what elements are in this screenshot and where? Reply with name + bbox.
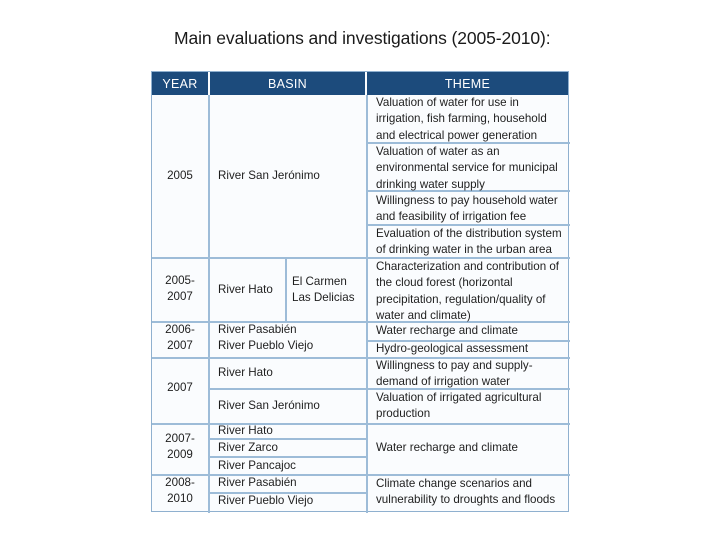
theme-cell [376, 95, 547, 144]
theme-line: Willingness to pay and supply- [376, 359, 533, 372]
theme-cell [376, 144, 558, 193]
theme-line: precipitation, regulation/quality of [376, 292, 546, 306]
theme-line: Valuation of irrigated agricultural [376, 391, 542, 404]
theme-cell [376, 226, 562, 259]
basin-cell: River Pasabién [218, 476, 297, 489]
theme-line: environmental service for municipal [376, 161, 558, 175]
basin-cell: River Hato [218, 283, 273, 296]
sub-basin-cell: El Carmen [292, 275, 347, 288]
theme-cell [376, 440, 518, 456]
theme-cell [376, 390, 541, 423]
theme-line: Hydro-geological assessment [376, 342, 529, 355]
theme-line: and electrical power generation [376, 128, 538, 142]
theme-cell [376, 341, 528, 357]
theme-cell [376, 193, 558, 226]
theme-cell [376, 323, 518, 339]
year-cell: 2007 [167, 290, 193, 303]
theme-line: Water recharge and climate [376, 324, 518, 337]
year-cell: 2006- [165, 323, 195, 336]
header-theme: THEME [367, 72, 568, 95]
theme-line: Climate change scenarios and [376, 477, 532, 490]
theme-line: vulnerability to droughts and floods [376, 493, 556, 507]
basin-cell: River Hato [218, 366, 273, 379]
theme-line: demand of irrigation water [376, 375, 511, 389]
theme-line: irrigation, fish farming, household [376, 112, 547, 126]
theme-line: Valuation of water for use in [376, 96, 519, 109]
theme-cell [376, 259, 559, 324]
grid-line [208, 95, 210, 513]
theme-line: production [376, 407, 431, 421]
theme-line: Characterization and contribution of [376, 260, 560, 273]
header-year: YEAR [152, 72, 208, 95]
row-divider [152, 423, 570, 425]
basin-cell: River Pueblo Viejo [218, 494, 314, 507]
theme-line: Valuation of water as an [376, 145, 500, 158]
basin-cell: River Pasabién [218, 323, 297, 336]
theme-line: drinking water supply [376, 177, 485, 191]
basin-cell: River Zarco [218, 441, 278, 454]
header-basin: BASIN [210, 72, 365, 95]
grid-line [366, 95, 368, 513]
basin-cell: River Pueblo Viejo [218, 339, 314, 352]
page-title: Main evaluations and investigations (2005-2010): [174, 28, 551, 48]
year-cell: 2010 [167, 492, 193, 505]
theme-line: of drinking water in the urban area [376, 243, 552, 257]
theme-line: the cloud forest (horizontal [376, 276, 513, 290]
evaluations-table [151, 71, 569, 512]
year-cell: 2007 [167, 339, 193, 352]
theme-cell [376, 358, 533, 391]
theme-line: Willingness to pay household water [376, 194, 558, 207]
year-cell: 2007 [167, 381, 193, 394]
year-cell: 2005 [167, 169, 193, 182]
theme-cell [376, 476, 555, 509]
year-cell: 2009 [167, 448, 193, 461]
theme-line: water and climate) [376, 308, 471, 322]
theme-line: Water recharge and climate [376, 441, 518, 454]
basin-cell: River San Jerónimo [218, 169, 320, 182]
theme-line: Evaluation of the distribution system [376, 227, 562, 240]
theme-line: and feasibility of irrigation fee [376, 210, 527, 224]
basin-cell: River Hato [218, 424, 273, 437]
year-cell: 2007- [165, 432, 195, 445]
basin-cell: River San Jerónimo [218, 399, 320, 412]
grid-line [285, 257, 287, 321]
basin-cell: River Pancajoc [218, 459, 296, 472]
year-cell: 2005- [165, 274, 195, 287]
year-cell: 2008- [165, 476, 195, 489]
sub-basin-cell: Las Delicias [292, 291, 355, 304]
